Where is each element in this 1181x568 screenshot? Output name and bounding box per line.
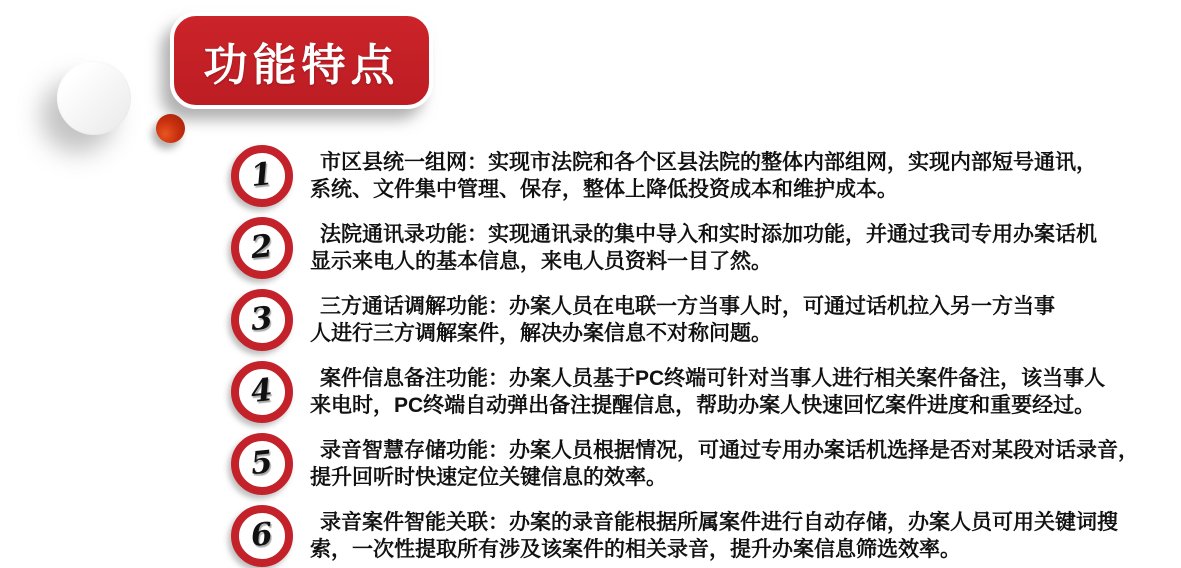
feature-text <box>310 293 1110 347</box>
page-title-banner <box>170 12 433 109</box>
feature-text-line-2: 显示来电人的基本信息，来电人员资料一目了然。 <box>310 250 772 273</box>
feature-number-badge <box>231 289 293 351</box>
feature-item <box>231 361 1110 423</box>
feature-item <box>231 505 1118 567</box>
feature-text-line-2: 提升回听时快速定位关键信息的效率。 <box>310 466 667 489</box>
decor-sphere <box>57 61 131 135</box>
feature-text-line-2: 系统、文件集中管理、保存，整体上降低投资成本和维护成本。 <box>310 178 898 201</box>
feature-text-line-1: 案件信息备注功能：办案人员基于PC终端可针对当事人进行相关案件备注，该当事人 <box>320 367 1106 390</box>
feature-text-line-2: 来电时，PC终端自动弹出备注提醒信息，帮助办案人快速回忆案件进度和重要经过。 <box>310 394 1096 417</box>
feature-number-badge <box>231 145 293 207</box>
feature-number: 2 <box>249 227 275 267</box>
feature-text <box>310 509 1118 563</box>
page-title: 功能特点 <box>203 40 400 90</box>
feature-number: 1 <box>249 155 275 195</box>
feature-number-badge <box>231 361 293 423</box>
decor-red-dot <box>156 114 185 143</box>
feature-text-line-1: 录音案件智能关联：办案的录音能根据所属案件进行自动存储，办案人员可用关键词搜 <box>320 511 1118 534</box>
feature-text-line-1: 法院通讯录功能：实现通讯录的集中导入和实时添加功能，并通过我司专用办案话机 <box>320 223 1097 246</box>
feature-text-line-1: 录音智慧存储功能：办案人员根据情况，可通过专用办案话机选择是否对某段对话录音， <box>320 439 1139 462</box>
feature-number: 3 <box>249 299 275 339</box>
feature-text <box>310 221 1110 275</box>
feature-text <box>310 149 1110 203</box>
feature-text <box>310 365 1110 419</box>
feature-item <box>231 217 1110 279</box>
feature-number: 4 <box>249 371 275 411</box>
feature-number: 6 <box>249 515 275 555</box>
feature-text-line-2: 索，一次性提取所有涉及该案件的相关录音，提升办案信息筛选效率。 <box>310 538 961 561</box>
feature-item <box>231 145 1110 207</box>
feature-number: 5 <box>249 443 275 483</box>
feature-list <box>231 145 1139 568</box>
feature-item <box>231 433 1139 495</box>
feature-number-badge <box>231 505 293 567</box>
feature-item <box>231 289 1110 351</box>
feature-text-line-2: 人进行三方调解案件，解决办案信息不对称问题。 <box>310 322 772 345</box>
feature-text-line-1: 三方通话调解功能：办案人员在电联一方当事人时，可通过话机拉入另一方当事 <box>320 295 1055 318</box>
feature-text <box>310 437 1139 491</box>
feature-number-badge <box>231 433 293 495</box>
feature-number-badge <box>231 217 293 279</box>
feature-text-line-1: 市区县统一组网：实现市法院和各个区县法院的整体内部组网，实现内部短号通讯， <box>320 151 1097 174</box>
